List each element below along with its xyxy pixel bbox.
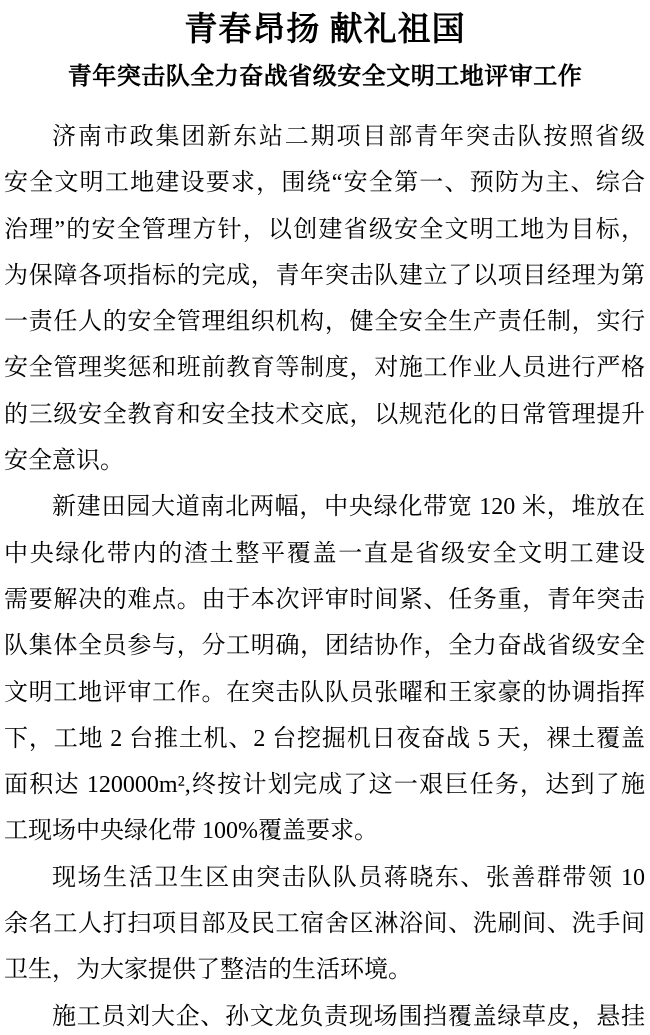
text-line: 施工员刘大企、孙文龙负责现场围挡覆盖绿草皮，悬挂 <box>52 1003 645 1030</box>
paragraph-4 <box>4 994 645 1035</box>
text-line: 治理”的安全管理方针，以创建省级安全文明工地为目标， <box>4 216 645 243</box>
paragraph-1 <box>4 114 645 484</box>
text-line: 工现场中央绿化带 100%覆盖要求。 <box>4 818 378 845</box>
text-line: 下，工地 2 台推土机、2 台挖掘机日夜奋战 5 天，裸土覆盖 <box>4 725 645 752</box>
text-line: 济南市政集团新东站二期项目部青年突击队按照省级 <box>52 124 645 150</box>
text-line: 卫生，为大家提供了整洁的生活环境。 <box>4 957 412 984</box>
text-line: 安全文明工地建设要求，围绕“安全第一、预防为主、综合 <box>4 170 645 197</box>
document-body <box>0 114 650 1035</box>
text-line: 安全意识。 <box>4 448 124 475</box>
text-line: 安全管理奖惩和班前教育等制度，对施工作业人员进行严格 <box>4 355 645 382</box>
document-title: 青春昂扬 献礼祖国 <box>184 12 466 48</box>
text-line: 文明工地评审工作。在突击队队员张曜和王家豪的协调指挥 <box>4 679 645 706</box>
text-line: 为保障各项指标的完成，青年突击队建立了以项目经理为第 <box>4 262 645 289</box>
text-line: 的三级安全教育和安全技术交底，以规范化的日常管理提升 <box>4 401 645 428</box>
text-line: 现场生活卫生区由突击队队员蒋晓东、张善群带领 10 <box>52 864 645 891</box>
text-line: 新建田园大道南北两幅，中央绿化带宽 120 米，堆放在 <box>52 494 645 521</box>
document-subtitle: 青年突击队全力奋战省级安全文明工地评审工作 <box>67 64 583 90</box>
text-line: 需要解决的难点。由于本次评审时间紧、任务重，青年突击 <box>4 586 645 613</box>
text-line: 一责任人的安全管理组织机构，健全安全生产责任制，实行 <box>4 309 645 336</box>
text-line: 余名工人打扫项目部及民工宿舍区淋浴间、洗刷间、洗手间 <box>4 911 645 938</box>
text-line: 面积达 120000m²,终按计划完成了这一艰巨任务，达到了施 <box>4 772 645 799</box>
paragraph-2 <box>4 484 645 854</box>
text-line: 中央绿化带内的渣土整平覆盖一直是省级安全文明工建设 <box>4 540 645 567</box>
paragraph-3 <box>4 855 645 994</box>
text-line: 队集体全员参与，分工明确，团结协作，全力奋战省级安全 <box>4 633 645 660</box>
